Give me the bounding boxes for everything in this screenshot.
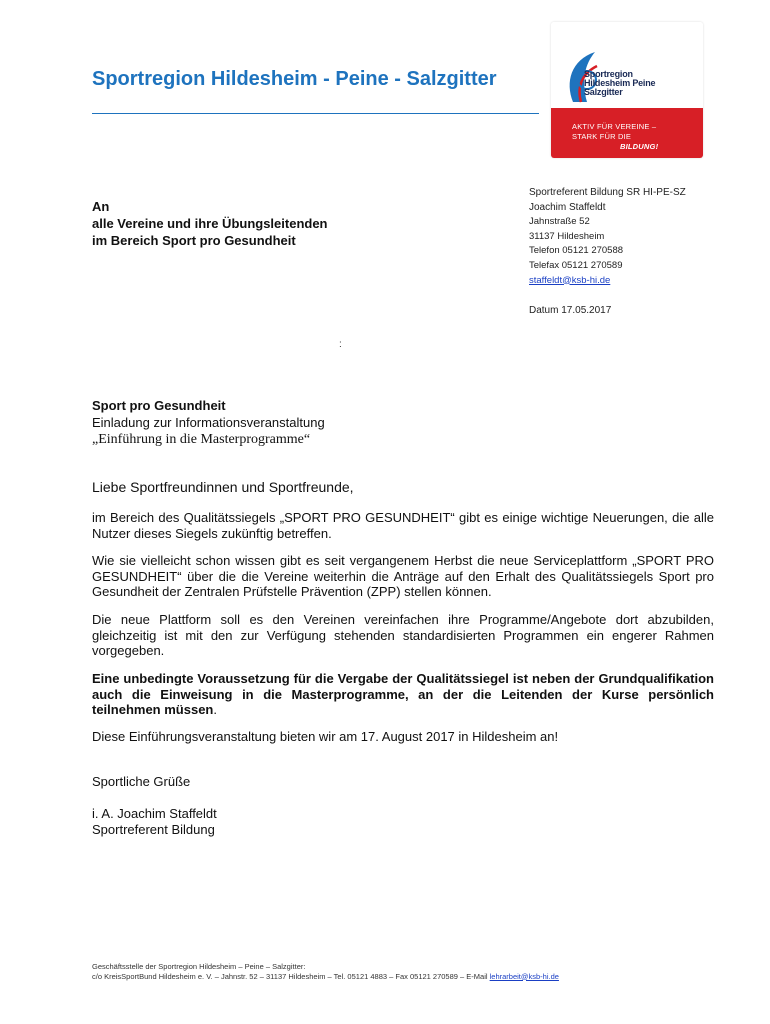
letter-date: Datum 17.05.2017 (529, 305, 612, 316)
sender-line1: Sportreferent Bildung SR HI-PE-SZ (529, 187, 686, 198)
sender-phone: Telefon 05121 270588 (529, 245, 624, 257)
sender-fax: Telefax 05121 270589 (529, 259, 623, 271)
sender-name: Joachim Staffeldt (529, 201, 606, 213)
sportregion-logo (551, 22, 703, 158)
subject-line2: Einladung zur Informationsveranstaltung (92, 415, 325, 430)
signature-role: Sportreferent Bildung (92, 822, 215, 837)
subject-block (92, 397, 325, 448)
logo-wordmark: Sportregion Hildesheim Peine Salzgitter (584, 69, 656, 97)
sender-city: 31137 Hildesheim (529, 230, 605, 242)
sender-street: Jahnstraße 52 (529, 216, 590, 228)
footer-email-link[interactable]: lehrarbeit@ksb-hi.de (489, 971, 559, 981)
paragraph-3: Die neue Plattform soll es den Vereinen vereinfachen ihre Programme/Angebote dort abzubilden, gleichzeitig ist mit den zur Verfügung stehenden standardisierten Programmen ein engerer Rahmen vorgegeben. (92, 612, 714, 658)
subject-line3: „Einführung in die Masterprogramme“ (92, 432, 311, 447)
separator-mark: : (339, 339, 342, 350)
footer-line2: c/o KreisSportBund Hildesheim e. V. – Jahnstr. 52 – 31137 Hildesheim – Tel. 05121 4883 – Fax 05121 270589 – E-Mail lehrarbeit@ksb-hi.de (92, 971, 559, 981)
header-rule (92, 113, 539, 114)
signature-block (92, 806, 217, 838)
letterhead-title: Sportregion Hildesheim - Peine - Salzgitter (92, 68, 497, 90)
logo-slogan: AKTIV FÜR VEREINE – STARK FÜR DIE BILDUNG! (572, 122, 659, 151)
signature-name: i. A. Joachim Staffeldt (92, 806, 217, 821)
subject-title: Sport pro Gesundheit (92, 398, 226, 413)
logo-slogan-band (551, 108, 703, 158)
paragraph-2: Wie sie vielleicht schon wissen gibt es seit vergangenem Herbst die neue Serviceplattform „SPORT PRO GESUNDHEIT“ über die die Vereine weiterhin die Anträge auf den Erhalt des Qualitätssiegels Sport pro Gesundheit der Zentralen Prüfstelle Prävention (ZPP) stellen können. (92, 553, 714, 599)
sender-block (529, 186, 686, 288)
footer-line1: Geschäftsstelle der Sportregion Hildesheim – Peine – Salzgitter: (92, 962, 306, 971)
footer (92, 962, 559, 981)
recipient-block: An alle Vereine und ihre Übungsleitenden im Bereich Sport pro Gesundheit (92, 199, 328, 248)
paragraph-5: Diese Einführungsveranstaltung bieten wir am 17. August 2017 in Hildesheim an! (92, 729, 559, 744)
closing-regards: Sportliche Grüße (92, 774, 191, 789)
paragraph-1: im Bereich des Qualitätssiegels „SPORT PRO GESUNDHEIT“ gibt es einige wichtige Neuerungen, die alle Nutzer dieses Siegels zukünftig betreffen. (92, 510, 714, 541)
paragraph-4: Eine unbedingte Voraussetzung für die Vergabe der Qualitätssiegel ist neben der Grundqualifikation auch die Einweisung in die Masterprogramme, an der die Leitenden der Kurse persönlich teilnehmen müssen. (92, 671, 714, 717)
sender-email-link[interactable]: staffeldt@ksb-hi.de (529, 274, 611, 286)
salutation: Liebe Sportfreundinnen und Sportfreunde, (92, 479, 354, 495)
